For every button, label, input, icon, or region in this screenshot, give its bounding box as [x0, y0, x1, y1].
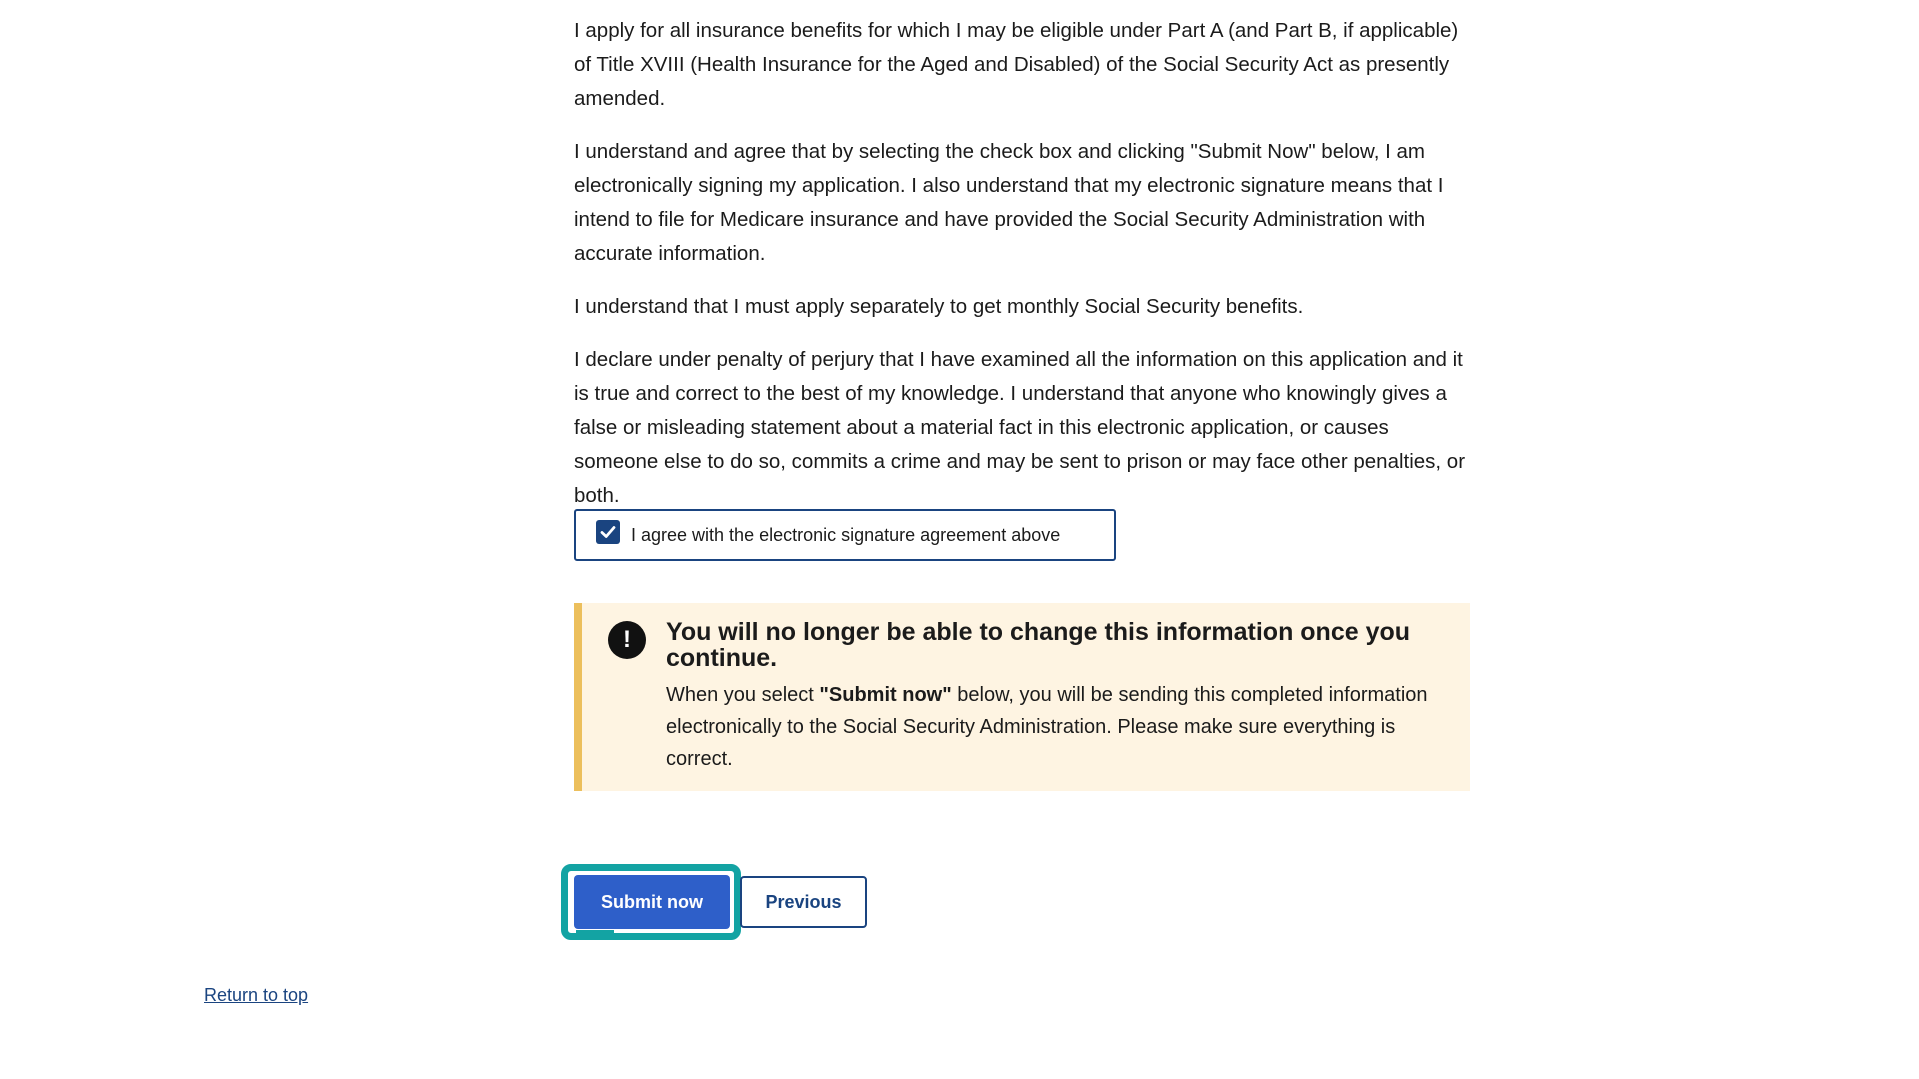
alert-body-suffix: below, you will be sending this completed information electronically to the Social Security Administration. Please make sure everything is correct.	[666, 684, 1428, 770]
agreement-paragraph: I understand that I must apply separately to get monthly Social Security benefits.	[574, 295, 1304, 318]
agreement-paragraph: I apply for all insurance benefits for which I may be eligible under Part A (and Part B, if applicable) of Title XVIII (Health Insurance for the Aged and Disabled) of the Social Security Act as presently amended.	[574, 19, 1459, 110]
alert-heading: You will no longer be able to change this information once you continue.	[666, 618, 1411, 672]
signature-agreement-checkbox[interactable]	[574, 509, 1116, 561]
exclamation-icon: !	[608, 621, 646, 659]
agreement-paragraph: I understand and agree that by selecting the check box and clicking "Submit Now" below, I am electronically signing my application. I also understand that my electronic signature means that I intend to file for Medicare insurance and have provided the Social Security Administration with accurate information.	[574, 140, 1444, 265]
agreement-paragraph: I declare under penalty of perjury that I have examined all the information on this application and it is true and correct to the best of my knowledge. I understand that anyone who knowingly gives a false or misleading statement about a material fact in this electronic application, or causes someone else to do so, commits a crime and may be sent to prison or may face other penalties, or both.	[574, 348, 1466, 507]
cursor-highlight	[576, 930, 614, 940]
alert-body-bold: "Submit now"	[819, 684, 952, 706]
checkbox-checked-icon[interactable]	[596, 520, 620, 544]
agreement-text	[574, 14, 1474, 532]
alert-body	[666, 679, 1466, 775]
checkbox-label[interactable]: I agree with the electronic signature agreement above	[631, 524, 1061, 545]
warning-alert	[574, 603, 1470, 791]
previous-button[interactable]: Previous	[740, 876, 867, 928]
return-to-top-link[interactable]: Return to top	[204, 985, 309, 1005]
submit-now-button[interactable]: Submit now	[574, 875, 730, 929]
alert-body-prefix: When you select	[666, 684, 820, 706]
